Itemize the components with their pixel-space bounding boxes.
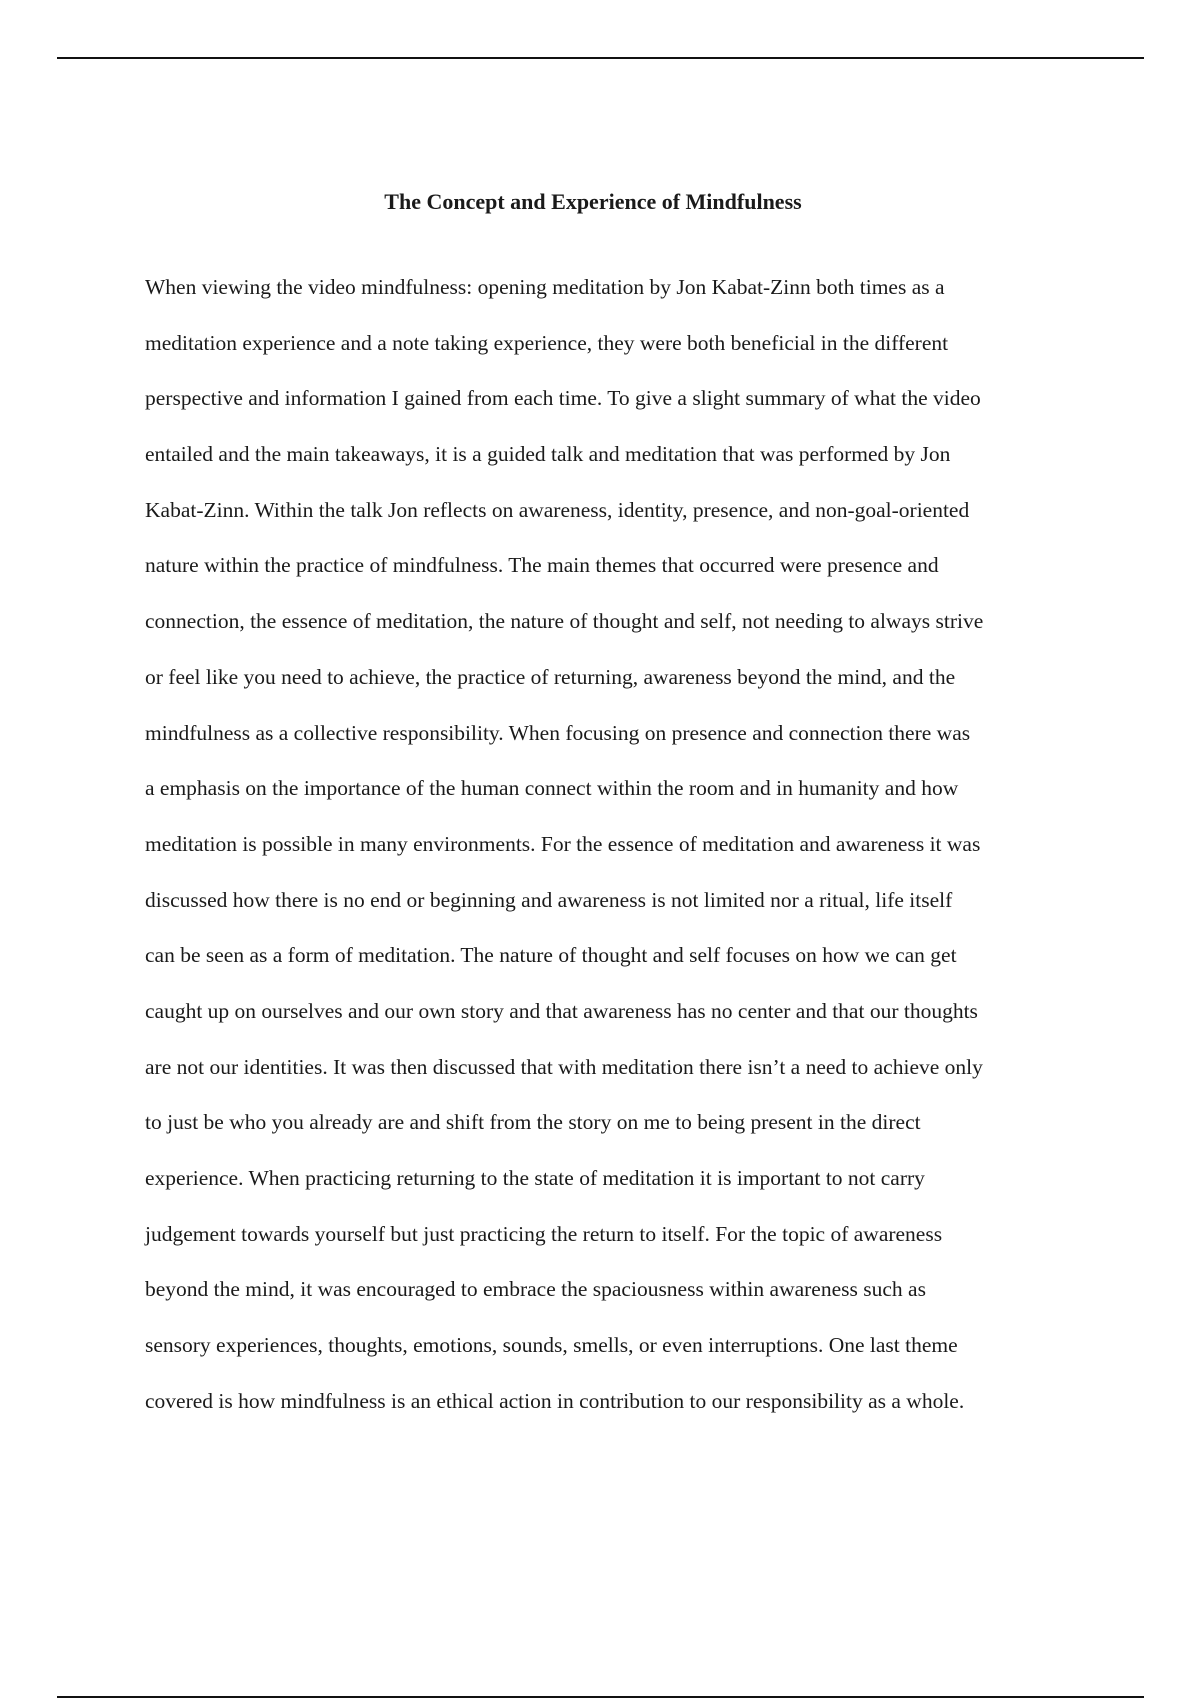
page-title: The Concept and Experience of Mindfulness bbox=[384, 189, 802, 214]
text-line: sensory experiences, thoughts, emotions, sounds, smells, or even interruptions. One last theme bbox=[145, 1333, 958, 1358]
text-line: connection, the essence of meditation, the nature of thought and self, not needing to always strive bbox=[145, 609, 984, 634]
text-line: When viewing the video mindfulness: opening meditation by Jon Kabat-Zinn both times as a bbox=[145, 275, 945, 299]
text-line: mindfulness as a collective responsibility. When focusing on presence and connection there was bbox=[145, 720, 971, 745]
text-line: experience. When practicing returning to the state of meditation it is important to not carry bbox=[145, 1166, 925, 1190]
text-line: can be seen as a form of meditation. The nature of thought and self focuses on how we can get bbox=[145, 943, 957, 968]
text-line: caught up on ourselves and our own story and that awareness has no center and that our thoughts bbox=[145, 998, 978, 1023]
text-line: a emphasis on the importance of the human connect within the room and in humanity and how bbox=[145, 776, 959, 801]
text-line: Kabat-Zinn. Within the talk Jon reflects on awareness, identity, presence, and non-goal-oriented bbox=[145, 497, 970, 522]
text-line: or feel like you need to achieve, the practice of returning, awareness beyond the mind, and the bbox=[145, 664, 956, 689]
text-line: meditation is possible in many environments. For the essence of meditation and awareness it was bbox=[145, 831, 981, 856]
text-line: covered is how mindfulness is an ethical action in contribution to our responsibility as a whole. bbox=[145, 1388, 965, 1413]
text-line: to just be who you already are and shift from the story on me to being present in the direct bbox=[145, 1110, 921, 1135]
bottom-rule bbox=[57, 1696, 1144, 1698]
text-line: beyond the mind, it was encouraged to embrace the spaciousness within awareness such as bbox=[145, 1277, 926, 1302]
text-line: judgement towards yourself but just practicing the return to itself. For the topic of awareness bbox=[145, 1221, 943, 1246]
text-line: are not our identities. It was then discussed that with meditation there isn’t a need to achieve only bbox=[145, 1054, 983, 1079]
text-line: meditation experience and a note taking experience, they were both beneficial in the different bbox=[145, 330, 949, 355]
text-line: nature within the practice of mindfulness. The main themes that occurred were presence and bbox=[145, 553, 939, 578]
top-rule bbox=[57, 57, 1144, 59]
body-paragraph bbox=[145, 273, 1105, 1442]
text-line: entailed and the main takeaways, it is a guided talk and meditation that was performed by Jon bbox=[145, 442, 951, 467]
text-line: discussed how there is no end or beginning and awareness is not limited nor a ritual, life itself bbox=[145, 887, 953, 912]
text-line: perspective and information I gained from each time. To give a slight summary of what the video bbox=[145, 386, 981, 411]
